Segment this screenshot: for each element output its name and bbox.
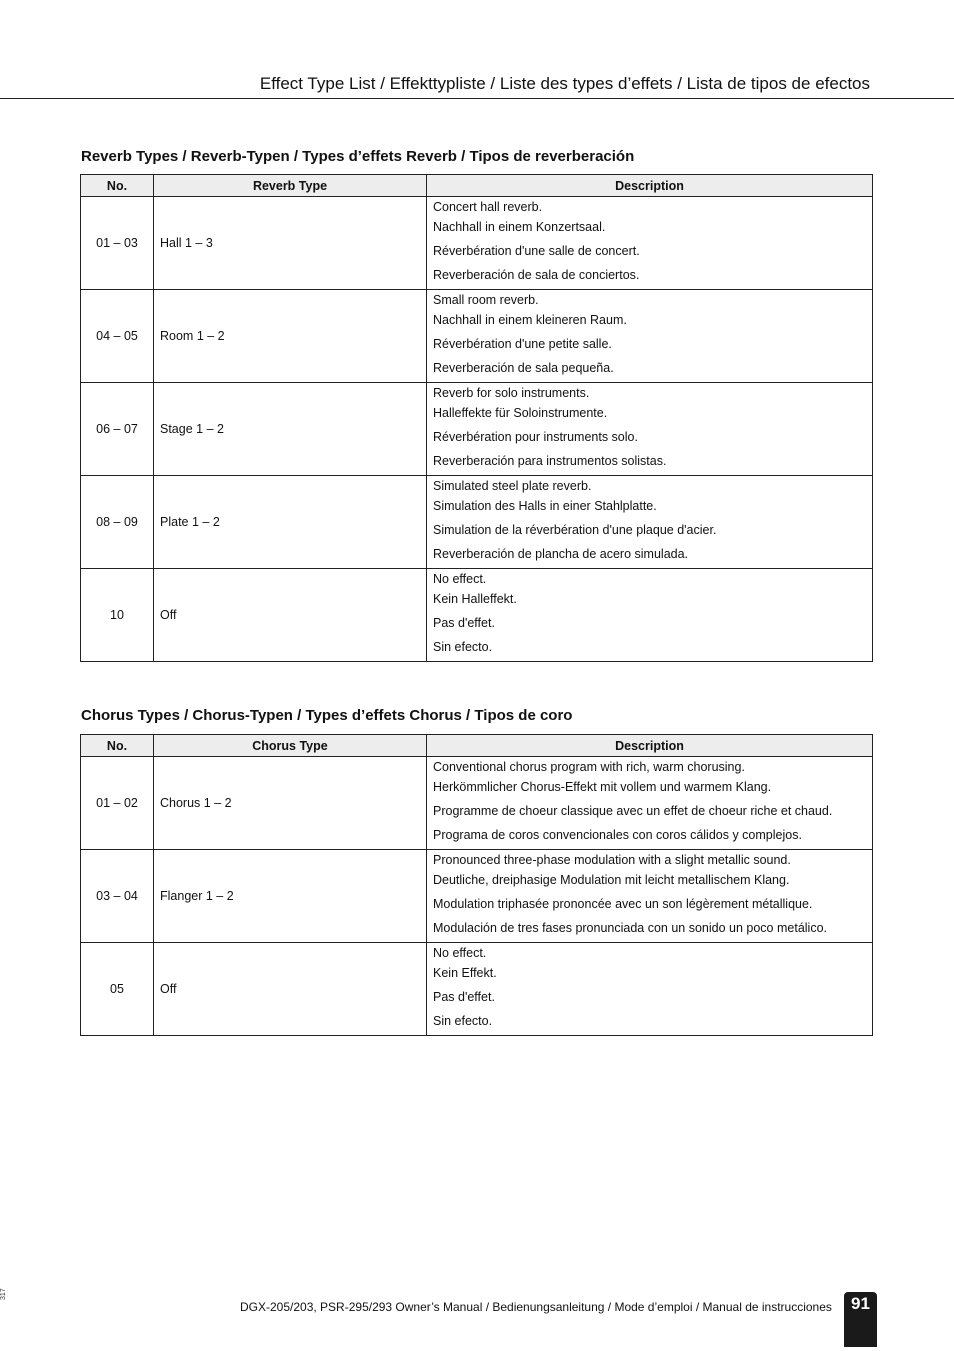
row-number: 05 [81,943,154,1036]
description-en: Conventional chorus program with rich, warm chorusing. [433,760,745,774]
description-fr: Pas d'effet. [433,616,495,630]
description-en: Pronounced three-phase modulation with a slight metallic sound. [433,853,791,867]
row-type: Hall 1 – 3 [154,197,427,290]
column-header-no: No. [81,735,154,757]
description-de: Nachhall in einem kleineren Raum. [433,313,627,327]
chorus-table-header [81,735,873,757]
row-description [427,850,873,943]
description-de: Simulation des Halls in einer Stahlplatte. [433,499,657,513]
row-number: 01 – 02 [81,757,154,850]
row-number: 03 – 04 [81,850,154,943]
description-es: Sin efecto. [433,1014,493,1028]
description-de: Herkömmlicher Chorus-Effekt mit vollem und warmem Klang. [433,780,772,794]
description-de: Nachhall in einem Konzertsaal. [433,220,606,234]
row-number: 08 – 09 [81,476,154,569]
description-es: Modulación de tres fases pronunciada con un sonido un poco metálico. [433,921,828,935]
description-en: No effect. [433,572,487,586]
row-description [427,943,873,1036]
description-fr: Programme de choeur classique avec un effet de choeur riche et chaud. [433,804,833,818]
reverb-table [80,174,873,662]
description-de: Deutliche, dreiphasige Modulation mit leicht metallischem Klang. [433,873,790,887]
side-code: 317 [0,1288,7,1300]
description-en: Simulated steel plate reverb. [433,479,592,493]
row-type: Room 1 – 2 [154,290,427,383]
description-fr: Modulation triphasée prononcée avec un son légèrement métallique. [433,897,813,911]
page-number: 91 [851,1294,870,1313]
row-description [427,476,873,569]
description-es: Sin efecto. [433,640,493,654]
description-de: Halleffekte für Soloinstrumente. [433,406,608,420]
table-row [81,850,873,943]
description-fr: Réverbération d'une salle de concert. [433,244,640,258]
description-es: Reverberación de plancha de acero simulada. [433,547,689,561]
page-number-tab [844,1292,877,1347]
column-header-description: Description [427,735,873,757]
row-type: Off [154,943,427,1036]
column-header-reverb-type: Reverb Type [154,175,427,197]
row-description [427,757,873,850]
table-row [81,197,873,290]
description-en: No effect. [433,946,487,960]
page-title: Effect Type List / Effekttypliste / Liste des types d’effets / Lista de tipos de efectos [259,74,870,93]
description-es: Reverberación para instrumentos solistas. [433,454,667,468]
row-description [427,197,873,290]
description-en: Reverb for solo instruments. [433,386,590,400]
table-row [81,569,873,662]
reverb-section-heading: Reverb Types / Reverb-Typen / Types d’effets Reverb / Tipos de reverberación [81,148,635,165]
row-description [427,290,873,383]
reverb-table-header [81,175,873,197]
description-en: Concert hall reverb. [433,200,543,214]
description-fr: Pas d'effet. [433,990,495,1004]
column-header-description: Description [427,175,873,197]
description-es: Reverberación de sala de conciertos. [433,268,640,282]
row-number: 06 – 07 [81,383,154,476]
footer-manual-title: DGX-205/203, PSR-295/293 Owner’s Manual / Bedienungsanleitung / Mode d’emploi / Manual de instrucciones [240,1300,832,1314]
description-es: Programa de coros convencionales con coros cálidos y complejos. [433,828,802,842]
row-number: 04 – 05 [81,290,154,383]
chorus-section-heading: Chorus Types / Chorus-Typen / Types d’effets Chorus / Tipos de coro [81,707,573,724]
description-fr: Réverbération d'une petite salle. [433,337,612,351]
row-type: Stage 1 – 2 [154,383,427,476]
row-type: Off [154,569,427,662]
description-de: Kein Halleffekt. [433,592,517,606]
row-description [427,569,873,662]
row-description [427,383,873,476]
row-type: Flanger 1 – 2 [154,850,427,943]
chorus-table [80,734,873,1036]
description-de: Kein Effekt. [433,966,497,980]
table-row [81,290,873,383]
title-divider [0,98,954,99]
table-row [81,476,873,569]
description-en: Small room reverb. [433,293,539,307]
row-number: 10 [81,569,154,662]
table-row [81,757,873,850]
row-number: 01 – 03 [81,197,154,290]
column-header-chorus-type: Chorus Type [154,735,427,757]
description-fr: Réverbération pour instruments solo. [433,430,638,444]
table-row [81,383,873,476]
column-header-no: No. [81,175,154,197]
row-type: Plate 1 – 2 [154,476,427,569]
table-row [81,943,873,1036]
description-es: Reverberación de sala pequeña. [433,361,614,375]
description-fr: Simulation de la réverbération d'une plaque d'acier. [433,523,717,537]
row-type: Chorus 1 – 2 [154,757,427,850]
